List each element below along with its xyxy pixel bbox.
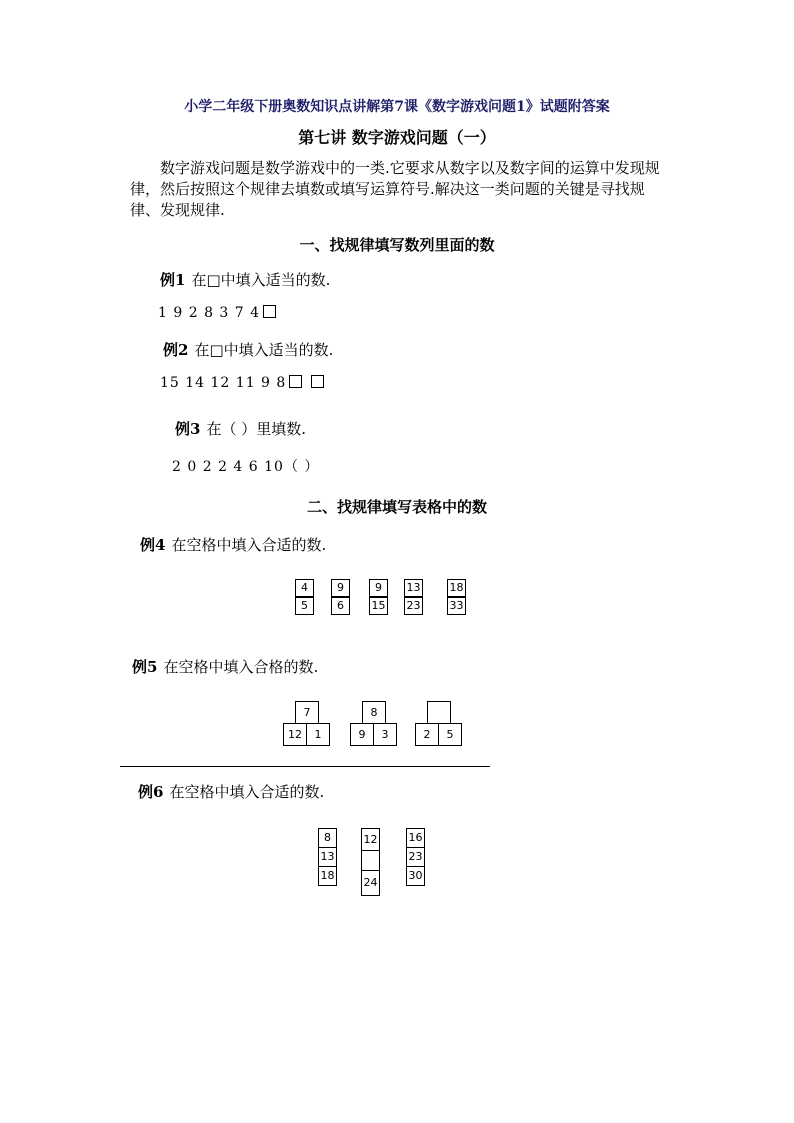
example-6-cell: 16 bbox=[406, 828, 425, 848]
example-4-cell: 5 bbox=[295, 597, 314, 615]
example-6-cell: 12 bbox=[361, 828, 380, 851]
example-4-cell: 9 bbox=[331, 579, 350, 597]
document-title: 小学二年级下册奥数知识点讲解第7课《数字游戏问题1》试题附答案 bbox=[184, 99, 610, 115]
example-4 bbox=[140, 534, 326, 555]
intro-text: 数字游戏问题是数学游戏中的一类.它要求从数字以及数字间的运算中发现规律，然后按照这个规律去填数或填写运算符号.解决这一类问题的关键是寻找规律、发现规律. bbox=[130, 159, 660, 219]
example-6-text: 在空格中填入合适的数. bbox=[169, 783, 325, 801]
example-4-cell: 6 bbox=[331, 597, 350, 615]
blank-box[interactable] bbox=[263, 305, 276, 318]
example-5-top-cell: 7 bbox=[295, 701, 319, 724]
example-6-cell: 30 bbox=[406, 866, 425, 886]
example-3-text: 在（ ）里填数. bbox=[206, 420, 306, 438]
lecture-title: 第七讲 数字游戏问题（一） bbox=[298, 128, 496, 147]
example-6-cell: 8 bbox=[318, 828, 337, 848]
example-5-left-cell: 12 bbox=[283, 723, 307, 746]
example-5-left-cell: 2 bbox=[415, 723, 439, 746]
example-6-cell[interactable] bbox=[361, 850, 380, 871]
example-5 bbox=[132, 656, 318, 677]
example-3-sequence bbox=[172, 456, 319, 476]
example-6-label: 例6 bbox=[138, 783, 164, 801]
example-4-cell: 9 bbox=[369, 579, 388, 597]
example-2-text: 在□中填入适当的数. bbox=[194, 341, 334, 359]
example-2 bbox=[163, 339, 333, 360]
section-1-title: 一、找规律填写数列里面的数 bbox=[299, 236, 495, 254]
example-6-cell: 24 bbox=[361, 870, 380, 896]
example-1 bbox=[160, 269, 330, 290]
example-6-cell: 18 bbox=[318, 866, 337, 886]
example-6-cell: 23 bbox=[406, 847, 425, 867]
example-5-left-cell: 9 bbox=[350, 723, 374, 746]
example-1-text: 在□中填入适当的数. bbox=[191, 271, 331, 289]
example-2-numbers: 15 14 12 11 9 8 bbox=[160, 375, 287, 391]
section-2-title: 二、找规律填写表格中的数 bbox=[306, 498, 487, 516]
example-3 bbox=[175, 418, 306, 439]
horizontal-divider bbox=[120, 766, 490, 767]
example-4-label: 例4 bbox=[140, 536, 166, 554]
example-4-cell: 4 bbox=[295, 579, 314, 597]
example-2-sequence bbox=[160, 375, 324, 391]
example-5-top-cell: 8 bbox=[362, 701, 386, 724]
example-4-cell: 23 bbox=[404, 597, 423, 615]
example-6-cell: 13 bbox=[318, 847, 337, 867]
example-4-text: 在空格中填入合适的数. bbox=[171, 536, 327, 554]
example-1-label: 例1 bbox=[160, 271, 186, 289]
example-2-label: 例2 bbox=[163, 341, 189, 359]
example-5-right-cell: 5 bbox=[438, 723, 462, 746]
intro-paragraph bbox=[130, 158, 670, 221]
example-5-right-cell: 3 bbox=[373, 723, 397, 746]
example-4-cell: 15 bbox=[369, 597, 388, 615]
example-4-cell: 33 bbox=[447, 597, 466, 615]
example-5-top-cell[interactable] bbox=[427, 701, 451, 724]
example-3-label: 例3 bbox=[175, 420, 201, 438]
example-3-numbers: 2 0 2 2 4 6 10（ ） bbox=[172, 459, 320, 475]
example-1-sequence bbox=[158, 305, 276, 321]
example-5-right-cell: 1 bbox=[306, 723, 330, 746]
blank-box[interactable] bbox=[289, 375, 302, 388]
blank-box[interactable] bbox=[311, 375, 324, 388]
example-4-cell: 13 bbox=[404, 579, 423, 597]
example-5-label: 例5 bbox=[132, 658, 158, 676]
example-5-text: 在空格中填入合格的数. bbox=[163, 658, 319, 676]
example-1-numbers: 1 9 2 8 3 7 4 bbox=[158, 305, 261, 321]
example-6 bbox=[138, 781, 324, 802]
example-4-cell: 18 bbox=[447, 579, 466, 597]
